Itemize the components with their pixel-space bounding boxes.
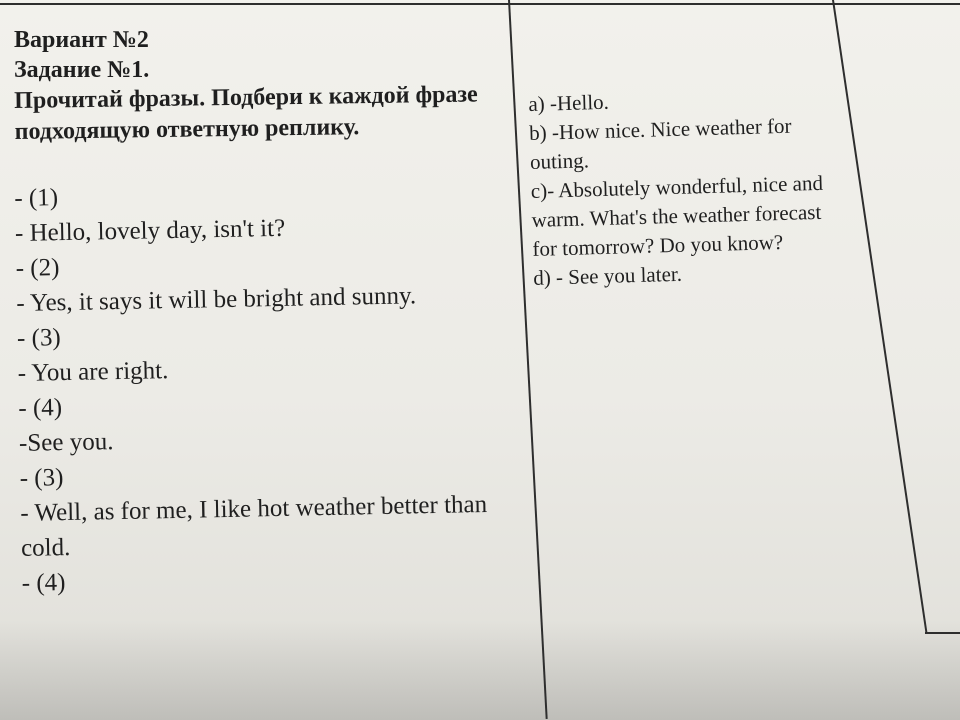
answer-option-c: c)- Absolutely wonderful, nice and warm. What's the weather forecast for tomorrow? Do you know? [530, 170, 824, 261]
dialogue-line: - (4) [21, 569, 66, 597]
dialogue-line: - You are right. [17, 357, 169, 387]
paper-shadow [0, 620, 960, 720]
answer-option-a: a) -Hello. [528, 89, 610, 116]
dialogue-line: - Yes, it says it will be bright and sunny. [16, 282, 417, 317]
task-instruction: Прочитай фразы. Подбери к каждой фразе подходящую ответную реплику. [14, 81, 478, 145]
dialogue-line: - (2) [15, 254, 60, 282]
task-heading: Задание №1. [14, 56, 150, 83]
dialogue-line: - (4) [18, 394, 63, 422]
dialogue-line: - Well, as for me, I like hot weather better than cold. [20, 490, 488, 562]
dialogue-line: - (3) [19, 464, 64, 492]
answer-option-b: b) -How nice. Nice weather for outing. [528, 113, 792, 174]
answer-option-d: d) - See you later. [532, 261, 683, 290]
dialogue-line: - Hello, lovely day, isn't it? [14, 214, 286, 247]
task-column [14, 26, 508, 601]
dialogue-line: -See you. [18, 428, 114, 457]
dialogue-line: - (3) [16, 324, 62, 352]
column-divider-2 [832, 0, 927, 633]
table-top-border [0, 3, 960, 5]
dialogue-list [14, 171, 516, 600]
variant-heading: Вариант №2 [14, 27, 149, 53]
dialogue-line: - (1) [14, 184, 59, 212]
table-bottom-border [925, 632, 960, 634]
answers-column [528, 82, 834, 293]
